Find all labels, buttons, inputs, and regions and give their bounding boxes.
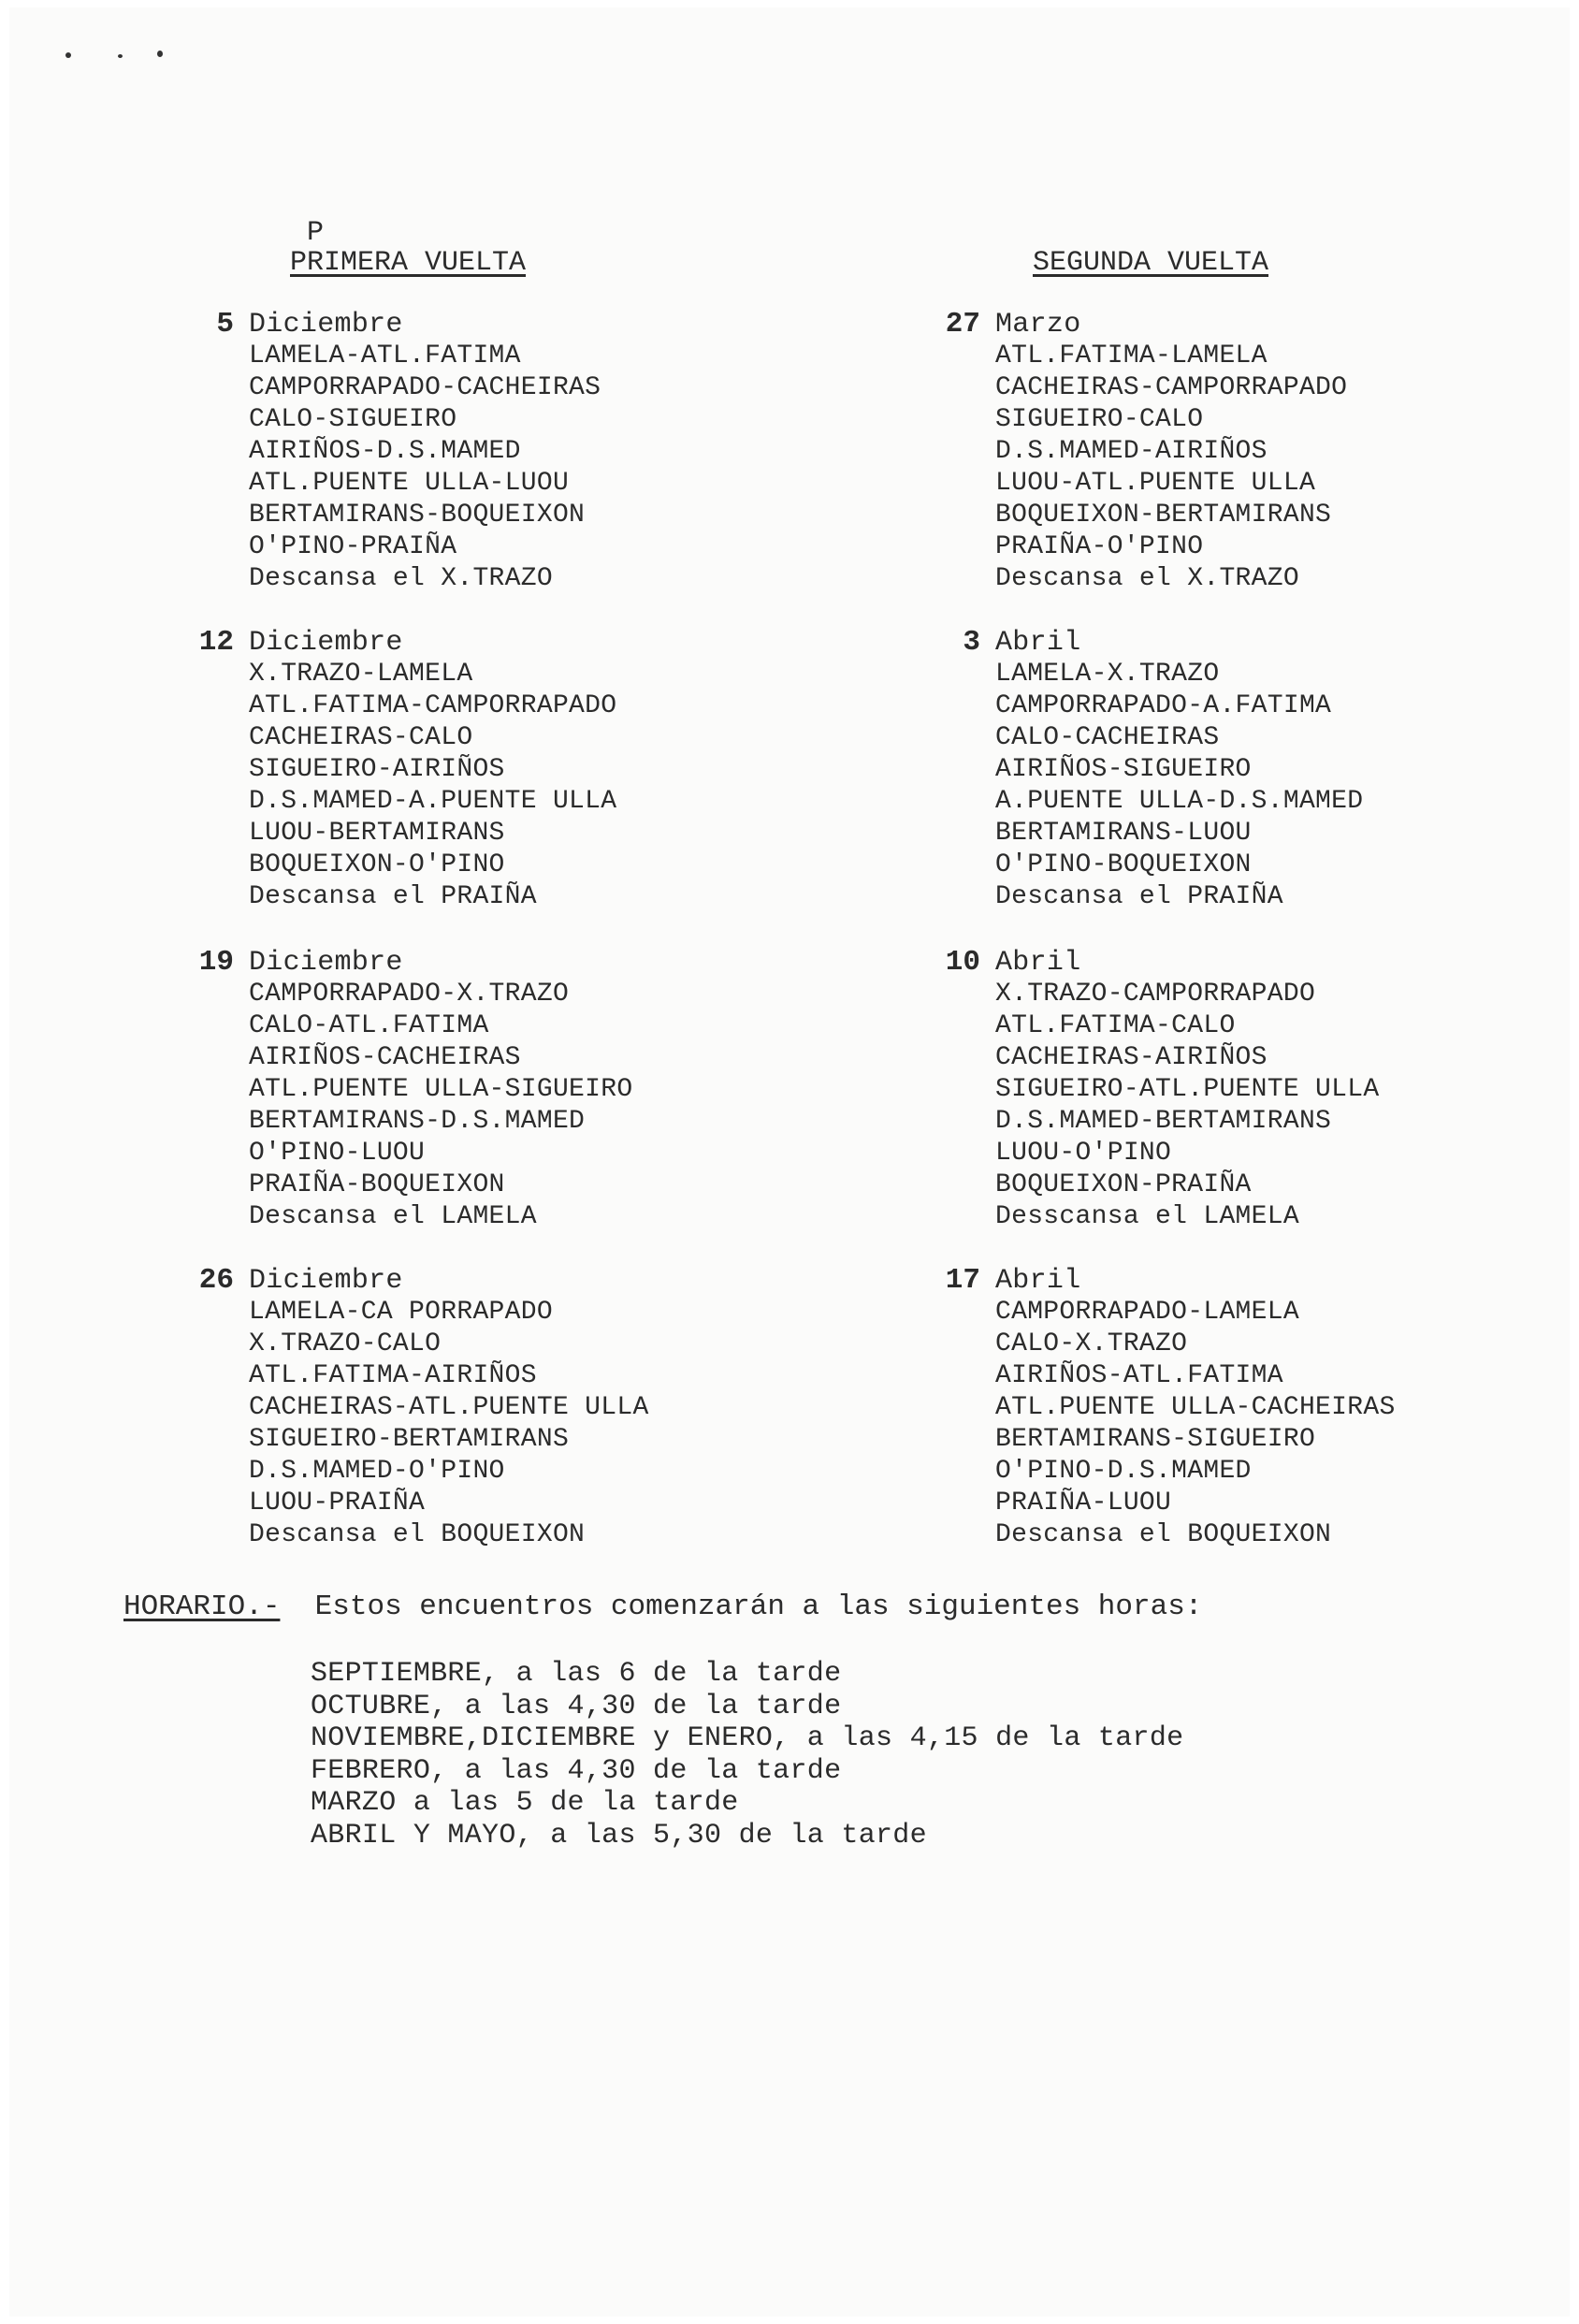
ink-speck xyxy=(65,52,71,58)
rest-team-note: Descansa el X.TRAZO xyxy=(249,564,553,593)
match-fixture: BOQUEIXON-PRAIÑA xyxy=(995,1170,1252,1199)
schedule-line: SEPTIEMBRE, a las 6 de la tarde xyxy=(311,1658,842,1690)
rest-team-note: Descansa el BOQUEIXON xyxy=(995,1520,1332,1549)
schedule-line: NOVIEMBRE,DICIEMBRE y ENERO, a las 4,15 de la tarde xyxy=(311,1722,1184,1754)
match-fixture: CACHEIRAS-AIRIÑOS xyxy=(995,1043,1268,1072)
match-fixture: O'PINO-PRAIÑA xyxy=(249,532,457,561)
match-fixture: SIGUEIRO-ATL.PUENTE ULLA xyxy=(995,1075,1380,1104)
match-fixture: CAMPORRAPADO-X.TRAZO xyxy=(249,980,570,1009)
matchday-month: Abril xyxy=(995,1265,1081,1297)
match-fixture: D.S.MAMED-BERTAMIRANS xyxy=(995,1107,1332,1136)
match-fixture: CAMPORRAPADO-LAMELA xyxy=(995,1298,1299,1327)
match-fixture: LAMELA-X.TRAZO xyxy=(995,660,1220,689)
match-fixture: CALO-X.TRAZO xyxy=(995,1329,1188,1358)
schedule-line: MARZO a las 5 de la tarde xyxy=(311,1787,739,1819)
schedule-hours xyxy=(311,1658,1183,1852)
matchday-body xyxy=(995,309,1347,595)
match-fixture: CAMPORRAPADO-CACHEIRAS xyxy=(249,373,601,402)
match-fixture: BERTAMIRANS-LUOU xyxy=(995,819,1252,848)
matchday-body xyxy=(249,309,601,595)
match-fixture: LAMELA-CA PORRAPADO xyxy=(249,1298,553,1327)
schedule-line: OCTUBRE, a las 4,30 de la tarde xyxy=(311,1690,842,1722)
rest-team-note: Descansa el X.TRAZO xyxy=(995,564,1299,593)
schedule-label: HORARIO.- xyxy=(123,1590,281,1623)
matchday-month: Abril xyxy=(995,947,1081,979)
match-fixture: BERTAMIRANS-BOQUEIXON xyxy=(249,501,586,530)
match-fixture: BOQUEIXON-O'PINO xyxy=(249,850,505,879)
matchday-number: 17 xyxy=(945,1264,980,1297)
match-fixture: CACHEIRAS-ATL.PUENTE ULLA xyxy=(249,1393,649,1422)
matchday-body xyxy=(249,627,616,913)
matchday-number: 5 xyxy=(216,308,234,341)
match-fixture: ATL.FATIMA-CALO xyxy=(995,1011,1236,1040)
match-fixture: A.PUENTE ULLA-D.S.MAMED xyxy=(995,787,1364,816)
match-fixture: O'PINO-BOQUEIXON xyxy=(995,850,1252,879)
match-fixture: X.TRAZO-CALO xyxy=(249,1329,442,1358)
match-fixture: PRAIÑA-BOQUEIXON xyxy=(249,1170,505,1199)
match-fixture: ATL.PUENTE ULLA-LUOU xyxy=(249,469,570,498)
ink-speck xyxy=(118,54,123,58)
match-fixture: ATL.FATIMA-CAMPORRAPADO xyxy=(249,691,617,720)
rest-team-note: Descansa el LAMELA xyxy=(249,1202,537,1231)
match-fixture: BOQUEIXON-BERTAMIRANS xyxy=(995,501,1332,530)
matchday-body xyxy=(249,1265,649,1551)
match-fixture: AIRIÑOS-SIGUEIRO xyxy=(995,755,1252,784)
matchday-body xyxy=(995,1265,1396,1551)
ink-speck xyxy=(157,51,163,57)
matchday-number: 26 xyxy=(198,1264,234,1297)
match-fixture: AIRIÑOS-CACHEIRAS xyxy=(249,1043,521,1072)
match-fixture: PRAIÑA-O'PINO xyxy=(995,532,1204,561)
match-fixture: X.TRAZO-CAMPORRAPADO xyxy=(995,980,1316,1009)
matchday-body xyxy=(249,947,632,1233)
match-fixture: D.S.MAMED-AIRIÑOS xyxy=(995,437,1268,466)
schedule-intro xyxy=(123,1590,1202,1624)
match-fixture: SIGUEIRO-BERTAMIRANS xyxy=(249,1425,570,1454)
match-fixture: D.S.MAMED-A.PUENTE ULLA xyxy=(249,787,617,816)
match-fixture: BERTAMIRANS-D.S.MAMED xyxy=(249,1107,586,1136)
match-fixture: O'PINO-LUOU xyxy=(249,1139,426,1168)
matchday-month: Diciembre xyxy=(249,1265,403,1297)
matchday-number: 19 xyxy=(198,946,234,979)
match-fixture: LUOU-BERTAMIRANS xyxy=(249,819,505,848)
matchday-number: 10 xyxy=(945,946,980,979)
match-fixture: CALO-SIGUEIRO xyxy=(249,405,457,434)
matchday-number: 27 xyxy=(945,308,980,341)
match-fixture: LUOU-O'PINO xyxy=(995,1139,1172,1168)
match-fixture: ATL.PUENTE ULLA-CACHEIRAS xyxy=(995,1393,1396,1422)
first-round-title: PRIMERA VUELTA xyxy=(290,247,527,279)
matchday-month: Marzo xyxy=(995,309,1081,341)
match-fixture: CAMPORRAPADO-A.FATIMA xyxy=(995,691,1332,720)
match-fixture: LUOU-PRAIÑA xyxy=(249,1489,426,1518)
rest-team-note: Descansa el PRAIÑA xyxy=(249,882,537,911)
match-fixture: ATL.PUENTE ULLA-SIGUEIRO xyxy=(249,1075,633,1104)
match-fixture: PRAIÑA-LUOU xyxy=(995,1489,1172,1518)
rest-team-note: Descansa el BOQUEIXON xyxy=(249,1520,586,1549)
matchday-body xyxy=(995,947,1379,1233)
rest-team-note: Desscansa el LAMELA xyxy=(995,1202,1299,1231)
rest-team-note: Descansa el PRAIÑA xyxy=(995,882,1283,911)
matchday-month: Diciembre xyxy=(249,947,403,979)
match-fixture: CACHEIRAS-CAMPORRAPADO xyxy=(995,373,1348,402)
match-fixture: BERTAMIRANS-SIGUEIRO xyxy=(995,1425,1316,1454)
matchday-month: Abril xyxy=(995,627,1081,659)
matchday-month: Diciembre xyxy=(249,309,403,341)
match-fixture: AIRIÑOS-ATL.FATIMA xyxy=(995,1361,1283,1390)
schedule-intro-text: Estos encuentros comenzarán a las siguientes horas: xyxy=(314,1590,1203,1623)
match-fixture: CALO-CACHEIRAS xyxy=(995,723,1220,752)
match-fixture: SIGUEIRO-CALO xyxy=(995,405,1204,434)
schedule-line: FEBRERO, a las 4,30 de la tarde xyxy=(311,1754,842,1787)
second-round-title: SEGUNDA VUELTA xyxy=(1033,247,1269,279)
match-fixture: LAMELA-ATL.FATIMA xyxy=(249,341,521,370)
p-mark: P xyxy=(307,217,325,249)
matchday-month: Diciembre xyxy=(249,627,403,659)
matchday-number: 12 xyxy=(198,626,234,659)
match-fixture: O'PINO-D.S.MAMED xyxy=(995,1457,1252,1486)
match-fixture: ATL.FATIMA-AIRIÑOS xyxy=(249,1361,537,1390)
match-fixture: LUOU-ATL.PUENTE ULLA xyxy=(995,469,1316,498)
match-fixture: X.TRAZO-LAMELA xyxy=(249,660,473,689)
match-fixture: AIRIÑOS-D.S.MAMED xyxy=(249,437,521,466)
match-fixture: SIGUEIRO-AIRIÑOS xyxy=(249,755,505,784)
match-fixture: CACHEIRAS-CALO xyxy=(249,723,473,752)
schedule-line: ABRIL Y MAYO, a las 5,30 de la tarde xyxy=(311,1819,927,1852)
matchday-number: 3 xyxy=(963,626,980,659)
match-fixture: CALO-ATL.FATIMA xyxy=(249,1011,489,1040)
match-fixture: D.S.MAMED-O'PINO xyxy=(249,1457,505,1486)
match-fixture: ATL.FATIMA-LAMELA xyxy=(995,341,1268,370)
matchday-body xyxy=(995,627,1363,913)
